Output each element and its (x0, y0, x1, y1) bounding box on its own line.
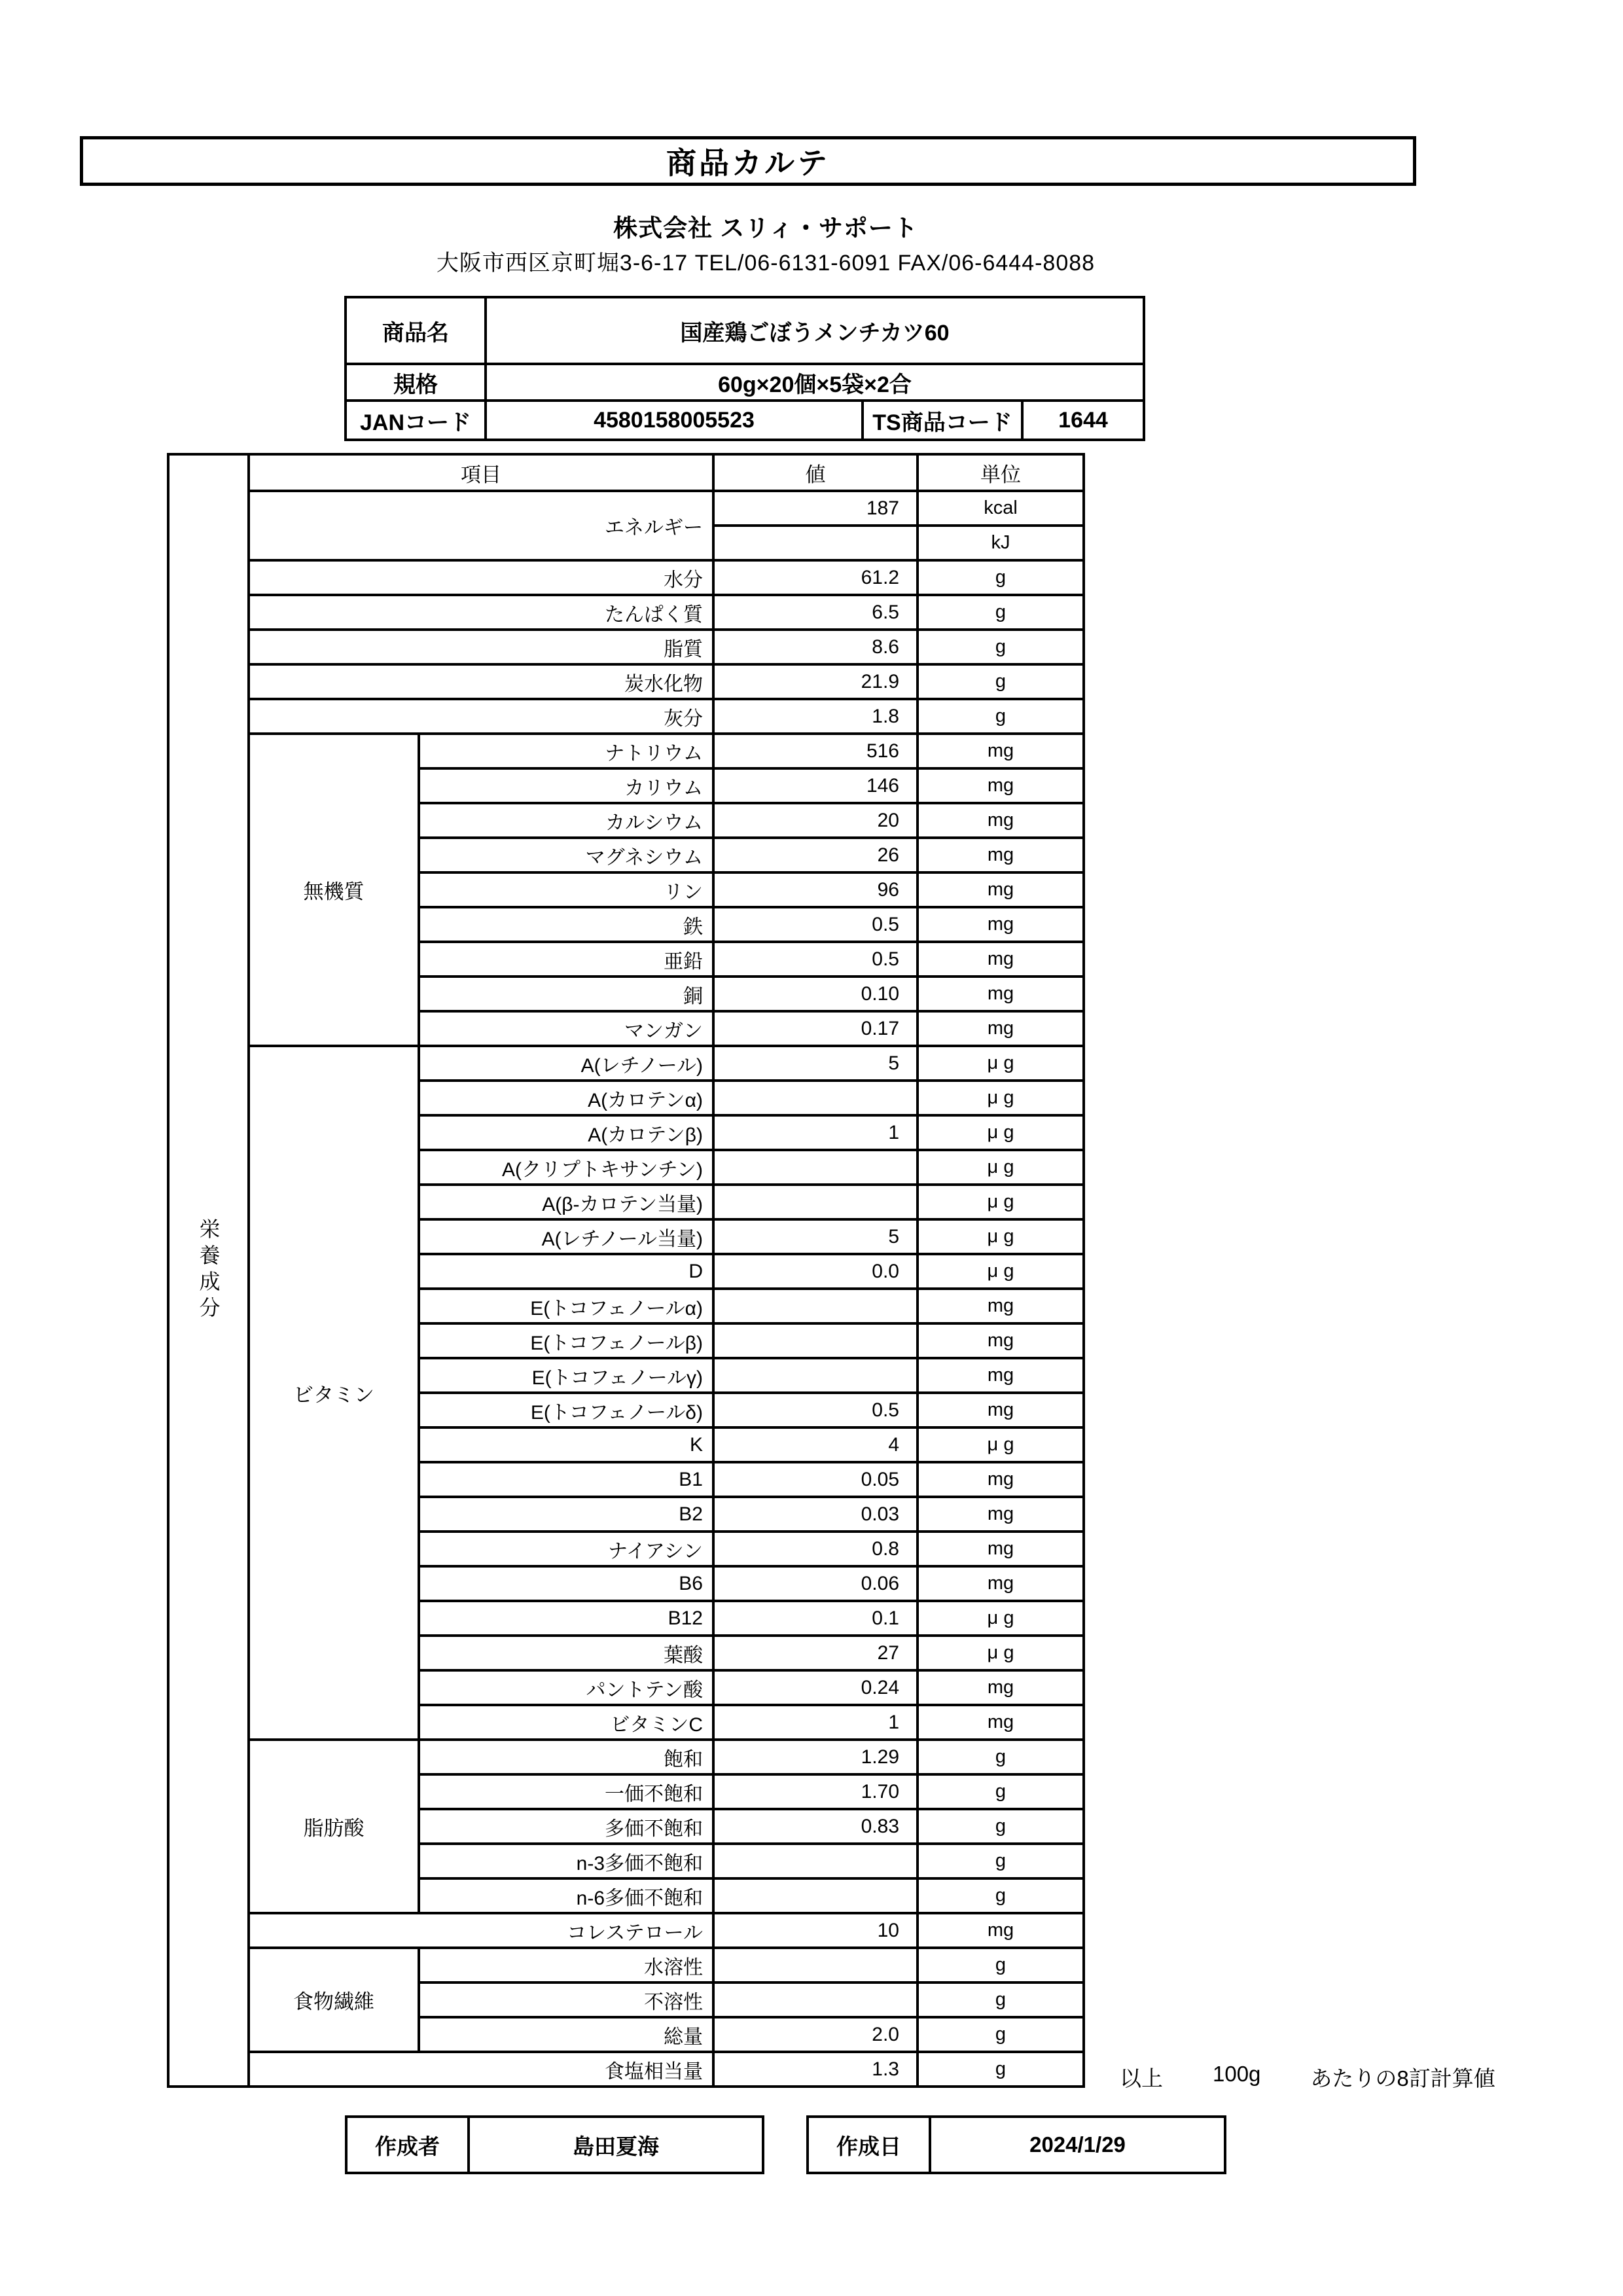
nutrition-unit-cell: mg (918, 768, 1084, 803)
date-label: 作成日 (808, 2117, 930, 2173)
nutrition-item-cell: E(トコフェノールα) (419, 1289, 713, 1323)
product-name-label: 商品名 (346, 297, 486, 364)
nutrition-value-cell: 1.70 (713, 1774, 918, 1809)
nutrition-item-cell: E(トコフェノールγ) (419, 1358, 713, 1393)
nutrition-unit-cell: mg (918, 1011, 1084, 1046)
nutrition-unit-cell: μ g (918, 1219, 1084, 1254)
note-izyou: 以上 (1120, 2066, 1163, 2090)
nutrition-value-cell: 0.24 (713, 1670, 918, 1705)
nutrition-item-cell: パントテン酸 (419, 1670, 713, 1705)
nutrition-item-cell: コレステロール (249, 1913, 713, 1948)
nutrition-item-cell: B1 (419, 1462, 713, 1497)
nutrition-value-cell: 5 (713, 1046, 918, 1081)
nutrition-row (168, 1740, 1084, 1774)
nutrition-row (168, 1948, 1084, 1982)
jan-code-label: JANコード (346, 401, 486, 440)
nutrition-item-cell: 食塩相当量 (249, 2052, 713, 2087)
author-table (345, 2115, 764, 2174)
nutrition-item-cell: B12 (419, 1601, 713, 1636)
nutrition-unit-cell: g (918, 1740, 1084, 1774)
company-name: 株式会社 スリィ・サポート (613, 215, 918, 242)
nutrition-value-cell: 1.29 (713, 1740, 918, 1774)
nutrition-value-cell: 0.10 (713, 977, 918, 1011)
nutrition-item-cell: 不溶性 (419, 1982, 713, 2017)
per-100g-note (1120, 2062, 1495, 2092)
nutrition-value-cell: 26 (713, 838, 918, 872)
nutrition-item-cell: 灰分 (249, 699, 713, 734)
nutrition-item-cell: 鉄 (419, 907, 713, 942)
nutrition-item-cell: E(トコフェノールδ) (419, 1393, 713, 1427)
nutrition-item-cell: D (419, 1254, 713, 1289)
nutrition-item-cell: マグネシウム (419, 838, 713, 872)
nutrition-group-label: 無機質 (249, 734, 419, 1046)
nutrition-value-cell: 0.1 (713, 1601, 918, 1636)
nutrition-unit-cell: kJ (918, 526, 1084, 560)
nutrition-unit-cell: g (918, 2017, 1084, 2052)
nutrition-row (168, 491, 1084, 526)
nutrition-value-cell: 0.83 (713, 1809, 918, 1844)
nutrition-value-cell (713, 1878, 918, 1913)
nutrition-item-cell: 脂質 (249, 630, 713, 664)
nutrition-group-label: 脂肪酸 (249, 1740, 419, 1913)
nutrition-unit-cell: mg (918, 942, 1084, 977)
company-address: 大阪市西区京町堀3-6-17 TEL/06-6131-6091 FAX/06-6444-8088 (436, 251, 1096, 276)
nutrition-unit-cell: g (918, 1774, 1084, 1809)
nutrition-row (168, 1913, 1084, 1948)
nutrition-unit-cell: mg (918, 803, 1084, 838)
nutrition-item-cell: マンガン (419, 1011, 713, 1046)
nutrition-value-cell: 1.8 (713, 699, 918, 734)
nutrition-value-cell: 5 (713, 1219, 918, 1254)
date-row (808, 2117, 1225, 2173)
nutrition-unit-cell: g (918, 1948, 1084, 1982)
nutrition-unit-cell: mg (918, 1913, 1084, 1948)
nutrition-unit-cell: mg (918, 838, 1084, 872)
date-table (806, 2115, 1226, 2174)
nutrition-value-cell (713, 1289, 918, 1323)
nutrition-value-cell (713, 1081, 918, 1115)
nutrition-unit-cell: g (918, 1809, 1084, 1844)
nutrition-value-cell (713, 1948, 918, 1982)
nutrition-item-cell: カルシウム (419, 803, 713, 838)
nutrition-value-cell: 21.9 (713, 664, 918, 699)
ts-code-value: 1644 (1022, 401, 1144, 440)
nutrition-item-cell: ナイアシン (419, 1532, 713, 1566)
nutrition-item-cell: カリウム (419, 768, 713, 803)
nutrition-item-cell: 総量 (419, 2017, 713, 2052)
nutrition-unit-cell: g (918, 1878, 1084, 1913)
nutrition-row (168, 560, 1084, 595)
nutrition-item-cell: 水溶性 (419, 1948, 713, 1982)
nutrition-item-cell: K (419, 1427, 713, 1462)
nutrition-table (167, 453, 1085, 2088)
nutrition-unit-cell: mg (918, 734, 1084, 768)
nutrition-item-cell: 一価不飽和 (419, 1774, 713, 1809)
nutrition-value-cell: 0.05 (713, 1462, 918, 1497)
document-title: 商品カルテ (666, 146, 830, 180)
nutrition-unit-cell: g (918, 560, 1084, 595)
author-label: 作成者 (346, 2117, 469, 2173)
nutrition-row (168, 664, 1084, 699)
nutrition-unit-cell: μ g (918, 1115, 1084, 1150)
nutrition-item-cell: B6 (419, 1566, 713, 1601)
nutrition-value-cell (713, 1982, 918, 2017)
nutrition-value-cell: 96 (713, 872, 918, 907)
nutrition-value-cell: 0.17 (713, 1011, 918, 1046)
nutrition-value-cell: 0.0 (713, 1254, 918, 1289)
nutrition-item-cell: A(カロテンα) (419, 1081, 713, 1115)
header-unit: 単位 (918, 454, 1084, 491)
nutrition-value-cell: 187 (713, 491, 918, 526)
nutrition-unit-cell: mg (918, 1323, 1084, 1358)
nutrition-item-cell: A(クリプトキサンチン) (419, 1150, 713, 1185)
nutrition-unit-cell: g (918, 595, 1084, 630)
nutrition-value-cell: 8.6 (713, 630, 918, 664)
nutrition-value-cell: 2.0 (713, 2017, 918, 2052)
author-row (346, 2117, 763, 2173)
nutrition-value-cell: 6.5 (713, 595, 918, 630)
product-name-value: 国産鶏ごぼうメンチカツ60 (486, 297, 1144, 364)
nutrition-unit-cell: μ g (918, 1601, 1084, 1636)
nutrition-unit-cell: mg (918, 872, 1084, 907)
header-item: 項目 (249, 454, 713, 491)
nutrition-value-cell: 1.3 (713, 2052, 918, 2087)
nutrition-value-cell: 1 (713, 1115, 918, 1150)
nutrition-unit-cell: mg (918, 1532, 1084, 1566)
nutrition-value-cell: 0.5 (713, 907, 918, 942)
nutrition-item-cell: A(レチノール当量) (419, 1219, 713, 1254)
nutrition-unit-cell: μ g (918, 1254, 1084, 1289)
nutrition-unit-cell: μ g (918, 1636, 1084, 1670)
nutrition-unit-cell: μ g (918, 1046, 1084, 1081)
nutrition-unit-cell: μ g (918, 1150, 1084, 1185)
nutrition-item-cell: 葉酸 (419, 1636, 713, 1670)
nutrition-unit-cell: mg (918, 1566, 1084, 1601)
nutrition-value-cell (713, 1844, 918, 1878)
nutrition-value-cell (713, 1150, 918, 1185)
nutrition-unit-cell: mg (918, 1289, 1084, 1323)
nutrition-item-cell: n-6多価不飽和 (419, 1878, 713, 1913)
nutrition-value-cell: 0.06 (713, 1566, 918, 1601)
document-title-box (80, 136, 1416, 186)
nutrition-item-cell: たんぱく質 (249, 595, 713, 630)
note-basis: あたりの8訂計算値 (1310, 2066, 1495, 2090)
nutrition-value-cell: 146 (713, 768, 918, 803)
nutrition-value-cell: 0.5 (713, 1393, 918, 1427)
nutrition-unit-cell: mg (918, 1705, 1084, 1740)
nutrition-value-cell: 10 (713, 1913, 918, 1948)
nutrition-unit-cell: mg (918, 1393, 1084, 1427)
jan-code-value: 4580158005523 (486, 401, 863, 440)
nutrition-item-cell: A(カロテンβ) (419, 1115, 713, 1150)
nutrition-value-cell: 0.8 (713, 1532, 918, 1566)
nutrition-value-cell (713, 1323, 918, 1358)
nutrition-item-cell: E(トコフェノールβ) (419, 1323, 713, 1358)
nutrition-item-cell: ビタミンC (419, 1705, 713, 1740)
nutrition-unit-cell: g (918, 630, 1084, 664)
nutrition-unit-cell: μ g (918, 1427, 1084, 1462)
product-name-row (346, 297, 1144, 364)
nutrition-unit-cell: mg (918, 907, 1084, 942)
nutrition-item-cell: n-3多価不飽和 (419, 1844, 713, 1878)
nutrition-value-cell: 20 (713, 803, 918, 838)
nutrition-row (168, 734, 1084, 768)
nutrition-value-cell: 0.03 (713, 1497, 918, 1532)
product-spec-row (346, 364, 1144, 401)
date-value: 2024/1/29 (930, 2117, 1225, 2173)
nutrition-value-cell: 27 (713, 1636, 918, 1670)
nutrition-item-cell: 亜鉛 (419, 942, 713, 977)
product-jan-row (346, 401, 1144, 440)
nutrition-item-cell: 炭水化物 (249, 664, 713, 699)
nutrition-value-cell (713, 1185, 918, 1219)
nutrition-item-cell: A(β-カロテン当量) (419, 1185, 713, 1219)
product-info-table (344, 296, 1145, 441)
nutrition-value-cell: 516 (713, 734, 918, 768)
nutrition-row (168, 699, 1084, 734)
nutrition-value-cell: 0.5 (713, 942, 918, 977)
nutrition-value-cell: 1 (713, 1705, 918, 1740)
nutrition-unit-cell: g (918, 699, 1084, 734)
nutrition-row (168, 1046, 1084, 1081)
nutrition-unit-cell: mg (918, 1670, 1084, 1705)
nutrition-item-cell: B2 (419, 1497, 713, 1532)
nutrition-value-cell (713, 526, 918, 560)
nutrition-item-cell: リン (419, 872, 713, 907)
author-value: 島田夏海 (469, 2117, 763, 2173)
nutrition-value-cell: 61.2 (713, 560, 918, 595)
nutrition-item-cell: エネルギー (249, 491, 713, 560)
nutrition-unit-cell: μ g (918, 1185, 1084, 1219)
nutrition-side-label: 栄養成分 (168, 454, 249, 2087)
nutrition-row (168, 595, 1084, 630)
nutrition-unit-cell: g (918, 664, 1084, 699)
nutrition-item-cell: 飽和 (419, 1740, 713, 1774)
nutrition-group-label: 食物繊維 (249, 1948, 419, 2052)
nutrition-unit-cell: g (918, 1844, 1084, 1878)
nutrition-value-cell: 4 (713, 1427, 918, 1462)
nutrition-unit-cell: g (918, 2052, 1084, 2087)
nutrition-item-cell: ナトリウム (419, 734, 713, 768)
nutrition-row (168, 2052, 1084, 2087)
nutrition-row (168, 630, 1084, 664)
nutrition-value-cell (713, 1358, 918, 1393)
nutrition-item-cell: 水分 (249, 560, 713, 595)
nutrition-item-cell: 銅 (419, 977, 713, 1011)
nutrition-unit-cell: mg (918, 1358, 1084, 1393)
note-amount: 100g (1213, 2062, 1261, 2086)
nutrition-unit-cell: mg (918, 1462, 1084, 1497)
nutrition-header-row (168, 454, 1084, 491)
nutrition-item-cell: A(レチノール) (419, 1046, 713, 1081)
nutrition-group-label: ビタミン (249, 1046, 419, 1740)
nutrition-unit-cell: kcal (918, 491, 1084, 526)
nutrition-unit-cell: mg (918, 1497, 1084, 1532)
nutrition-unit-cell: μ g (918, 1081, 1084, 1115)
ts-code-label: TS商品コード (863, 401, 1022, 440)
product-spec-value: 60g×20個×5袋×2合 (486, 364, 1144, 401)
header-value: 値 (713, 454, 918, 491)
nutrition-item-cell: 多価不飽和 (419, 1809, 713, 1844)
product-spec-label: 規格 (346, 364, 486, 401)
nutrition-unit-cell: mg (918, 977, 1084, 1011)
nutrition-unit-cell: g (918, 1982, 1084, 2017)
